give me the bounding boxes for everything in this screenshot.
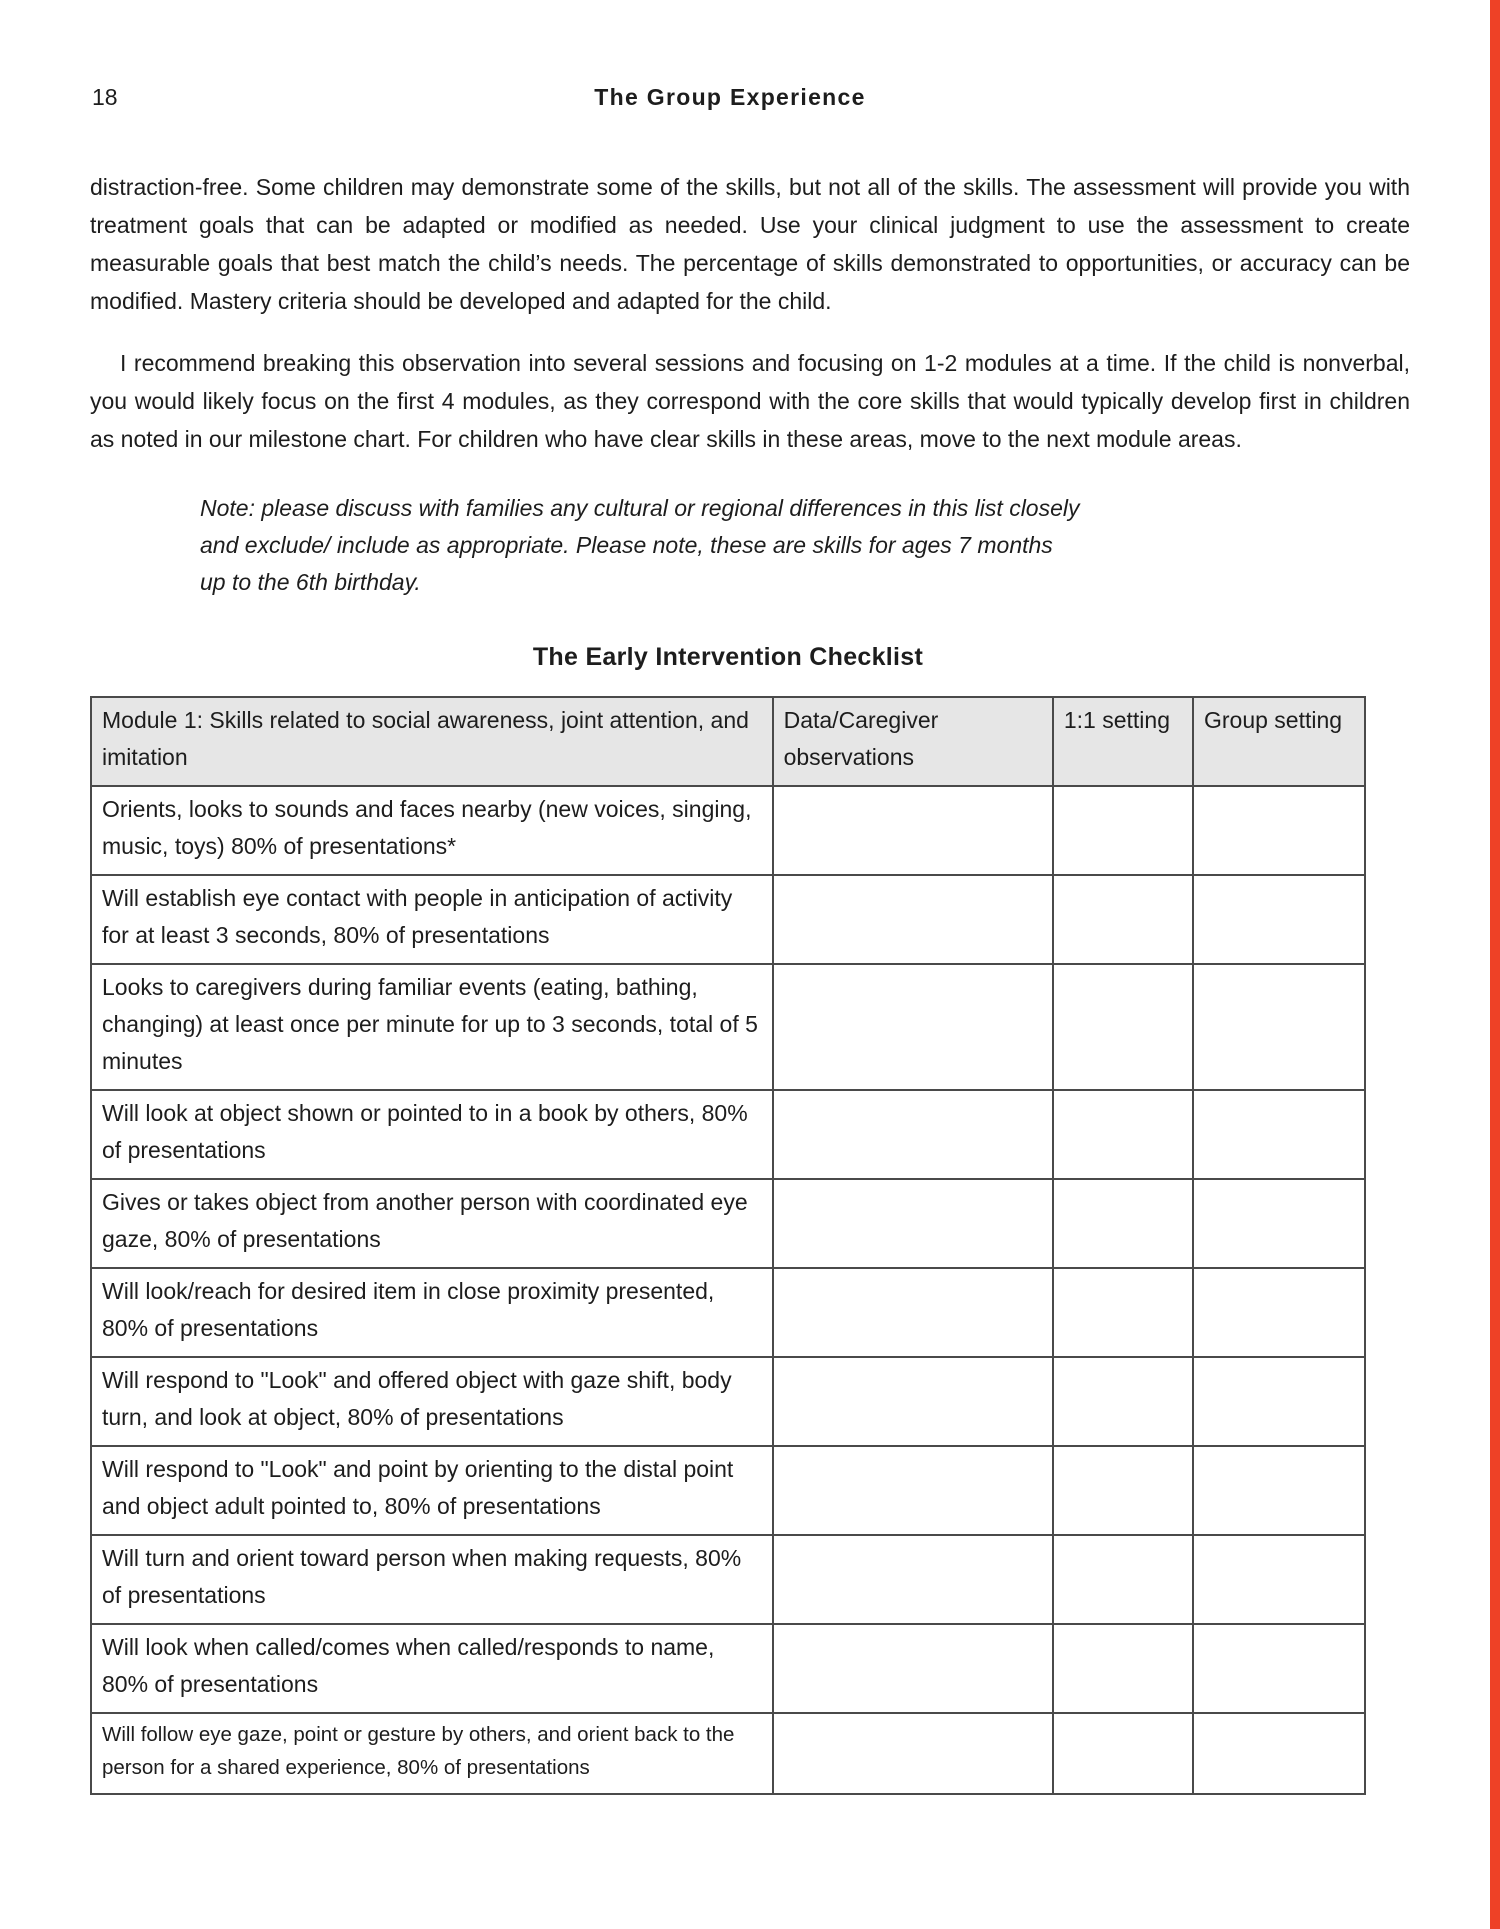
table-row xyxy=(91,875,1365,964)
group-setting-cell xyxy=(1193,1090,1365,1179)
table-row xyxy=(91,1090,1365,1179)
table-row xyxy=(91,1446,1365,1535)
one-to-one-cell xyxy=(1053,1357,1193,1446)
table-row xyxy=(91,1268,1365,1357)
observations-cell xyxy=(773,786,1053,875)
group-setting-cell xyxy=(1193,1446,1365,1535)
observations-cell xyxy=(773,1713,1053,1794)
body-paragraph-2: I recommend breaking this observation into several sessions and focusing on 1-2 modules at a time. If the child is nonverbal, you would likely focus on the first 4 modules, as they correspond with the core skills that would typically develop first in children as noted in our milestone chart. For children who have clear skills in these areas, move to the next module areas. xyxy=(90,350,1410,452)
running-header-title: The Group Experience xyxy=(594,84,866,110)
col-header-group-setting: Group setting xyxy=(1193,697,1365,786)
observations-cell xyxy=(773,1090,1053,1179)
col-header-module-skills: Module 1: Skills related to social awareness, joint attention, and imitation xyxy=(91,697,773,786)
body-paragraph-1: distraction-free. Some children may demonstrate some of the skills, but not all of the skills. The assessment will provide you with treatment goals that can be adapted or modified as needed. Use your clinical judgment to use the assessment to create measurable goals that best match the child’s needs. The percentage of skills demonstrated to opportunities, or accuracy can be modified. Mastery criteria should be developed and adapted for the child. xyxy=(90,174,1410,314)
observations-cell xyxy=(773,875,1053,964)
note-paragraph: Note: please discuss with families any cultural or regional differences in this list closely and exclude/ include as appropriate. Please note, these are skills for ages 7 months up to the 6th birthday. xyxy=(200,495,1080,595)
col-header-data-caregiver-observations: Data/Caregiver observations xyxy=(773,697,1053,786)
one-to-one-cell xyxy=(1053,1268,1193,1357)
col-header-one-to-one-setting: 1:1 setting xyxy=(1053,697,1193,786)
early-intervention-checklist-table xyxy=(90,696,1366,1795)
group-setting-cell xyxy=(1193,1357,1365,1446)
one-to-one-cell xyxy=(1053,1179,1193,1268)
table-row xyxy=(91,1624,1365,1713)
table-row xyxy=(91,1535,1365,1624)
skill-cell: Will respond to "Look" and point by orienting to the distal point and object adult pointed to, 80% of presentations xyxy=(91,1446,773,1535)
skill-cell: Will turn and orient toward person when making requests, 80% of presentations xyxy=(91,1535,773,1624)
observations-cell xyxy=(773,964,1053,1090)
group-setting-cell xyxy=(1193,875,1365,964)
group-setting-cell xyxy=(1193,786,1365,875)
table-row xyxy=(91,786,1365,875)
group-setting-cell xyxy=(1193,1624,1365,1713)
one-to-one-cell xyxy=(1053,875,1193,964)
group-setting-cell xyxy=(1193,1268,1365,1357)
one-to-one-cell xyxy=(1053,1713,1193,1794)
skill-cell: Orients, looks to sounds and faces nearby (new voices, singing, music, toys) 80% of presentations* xyxy=(91,786,773,875)
group-setting-cell xyxy=(1193,964,1365,1090)
observations-cell xyxy=(773,1357,1053,1446)
one-to-one-cell xyxy=(1053,1446,1193,1535)
skill-cell: Looks to caregivers during familiar events (eating, bathing, changing) at least once per minute for up to 3 seconds, total of 5 minutes xyxy=(91,964,773,1090)
group-setting-cell xyxy=(1193,1179,1365,1268)
observations-cell xyxy=(773,1535,1053,1624)
page-header xyxy=(90,84,1410,116)
table-row xyxy=(91,1713,1365,1794)
observations-cell xyxy=(773,1268,1053,1357)
checklist-title: The Early Intervention Checklist xyxy=(532,643,924,671)
table-header-row xyxy=(91,697,1365,786)
one-to-one-cell xyxy=(1053,1624,1193,1713)
table-row xyxy=(91,964,1365,1090)
observations-cell xyxy=(773,1446,1053,1535)
skill-cell: Will look when called/comes when called/responds to name, 80% of presentations xyxy=(91,1624,773,1713)
skill-cell: Will follow eye gaze, point or gesture by others, and orient back to the person for a shared experience, 80% of presentations xyxy=(91,1713,773,1794)
skill-cell: Will establish eye contact with people in anticipation of activity for at least 3 seconds, 80% of presentations xyxy=(91,875,773,964)
page-edge-stripe xyxy=(1490,0,1500,1929)
observations-cell xyxy=(773,1624,1053,1713)
one-to-one-cell xyxy=(1053,1535,1193,1624)
page-number: 18 xyxy=(92,84,118,110)
one-to-one-cell xyxy=(1053,964,1193,1090)
one-to-one-cell xyxy=(1053,1090,1193,1179)
skill-cell: Will look at object shown or pointed to in a book by others, 80% of presentations xyxy=(91,1090,773,1179)
table-row xyxy=(91,1179,1365,1268)
table-row xyxy=(91,1357,1365,1446)
skill-cell: Gives or takes object from another person with coordinated eye gaze, 80% of presentations xyxy=(91,1179,773,1268)
group-setting-cell xyxy=(1193,1535,1365,1624)
group-setting-cell xyxy=(1193,1713,1365,1794)
skill-cell: Will respond to "Look" and offered object with gaze shift, body turn, and look at object, 80% of presentations xyxy=(91,1357,773,1446)
observations-cell xyxy=(773,1179,1053,1268)
skill-cell: Will look/reach for desired item in close proximity presented, 80% of presentations xyxy=(91,1268,773,1357)
one-to-one-cell xyxy=(1053,786,1193,875)
